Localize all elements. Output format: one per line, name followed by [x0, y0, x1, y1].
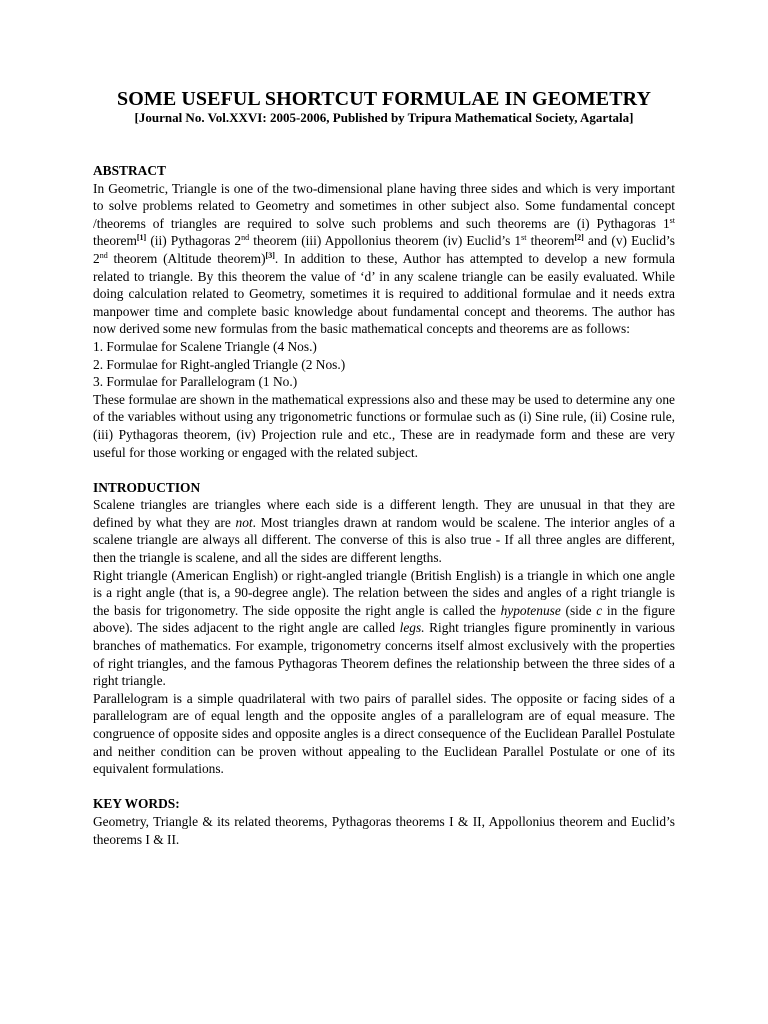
superscript: nd	[99, 250, 108, 260]
text-run: theorem (Altitude theorem)	[107, 250, 266, 266]
citation-superscript: [3]	[265, 250, 275, 260]
text-run: theorem	[93, 233, 137, 249]
list-item: 1. Formulae for Scalene Triangle (4 Nos.)	[93, 338, 317, 354]
text-run: Right triangles figure prominently in various branches of mathematics. For example, trigonometry concerns itself almost exclusively with the properties of right triangles, and the famous Pythagoras Theorem defines the relationship between the three sides of a right triangle.	[93, 620, 675, 689]
superscript: st	[669, 215, 675, 225]
text-run: (ii) Pythagoras 2	[146, 233, 242, 249]
text-run: Scalene triangles are triangles where each side is a different length. They are unusual in that they are defined by what they are	[93, 497, 675, 530]
introduction-paragraph-2	[93, 567, 675, 690]
citation-superscript: [2]	[574, 233, 584, 243]
keywords-section	[93, 795, 675, 848]
abstract-section	[93, 162, 675, 461]
document-body	[93, 162, 675, 848]
abstract-paragraph-2: These formulae are shown in the mathematical expressions also and these may be used to determine any one of the variables without using any trigonometric functions or formulae such as (i) Sine rule, (ii) Cosine rule, (iii) Pythagoras theorem, (iv) Projection rule and etc., These are in readymade form and these are very useful for those working or engaged with the related subject.	[93, 391, 675, 460]
emphasis: not	[235, 514, 253, 530]
keywords-text: Geometry, Triangle & its related theorems, Pythagoras theorems I & II, Appollonius theorem and Euclid’s theorems I & II.	[93, 813, 675, 847]
introduction-heading: INTRODUCTION	[93, 479, 201, 495]
abstract-heading: ABSTRACT	[93, 163, 166, 178]
text-run: . In addition to these, Author has attempted to develop a new formula related to triangle. By this theorem the value of ‘d’ in any scalene triangle can be easily evaluated. While doing calculation related to Geometry, sometimes it is required to additional formulae and it needs extra manpower time and complete basic knowledge about fundamental concept and theorems. The author has now derived some new formulas from the basic mathematical concepts and theorems are as follows:	[93, 250, 675, 337]
text-run: theorem	[526, 233, 575, 249]
text-run: and (v) Euclid’s 2	[93, 233, 675, 266]
formulae-list	[93, 338, 675, 391]
introduction-paragraph-1	[93, 496, 675, 566]
text-run: In Geometric, Triangle is one of the two-dimensional plane having three sides and which is very important to solve problems related to Geometry and sometimes in other subject also. Some fundamental concept /theorems of triangles are required to solve such problems and such theorems are (i) Pythagoras 1	[93, 180, 675, 231]
list-item: 3. Formulae for Parallelogram (1 No.)	[93, 374, 298, 390]
emphasis: legs.	[399, 620, 425, 636]
list-item: 2. Formulae for Right-angled Triangle (2 Nos.)	[93, 356, 346, 372]
emphasis: c	[596, 602, 603, 618]
superscript: st	[521, 233, 527, 243]
journal-reference: [Journal No. Vol.XXVI: 2005-2006, Published by Tripura Mathematical Society, Agartala]	[134, 110, 634, 125]
keywords-heading: KEY WORDS:	[93, 796, 180, 812]
text-run: . Most triangles drawn at random would be scalene. The interior angles of a scalene triangle are always all different. The converse of this is also true - If all three angles are different, then the triangle is scalene, and all the sides are different lengths.	[93, 514, 676, 566]
text-run: Right triangle (American English) or right-angled triangle (British English) is a triangle in which one angle is a right angle (that is, a 90-degree angle). The relation between the sides and angles of a right triangle is the basis for trigonometry. The side opposite the right angle is called the	[93, 567, 675, 618]
abstract-paragraph-1	[93, 180, 675, 338]
superscript: nd	[241, 233, 250, 243]
citation-superscript: [1]	[136, 233, 147, 243]
document-title: SOME USEFUL SHORTCUT FORMULAE IN GEOMETRY	[116, 88, 652, 110]
introduction-paragraph-3: Parallelogram is a simple quadrilateral with two pairs of parallel sides. The opposite or facing sides of a parallelogram are of equal length and the opposite angles of a parallelogram are of equal measure. The congruence of opposite sides and opposite angles is a direct consequence of the Euclidean Parallel Postulate and neither condition can be proven without appealing to the Euclidean Parallel Postulate or one of its equivalent formulations.	[93, 690, 675, 777]
emphasis: hypotenuse	[500, 602, 561, 618]
text-run: theorem (iii) Appollonius theorem (iv) Euclid’s 1	[249, 233, 522, 249]
text-run: (side	[560, 602, 597, 618]
text-run: in the figure above). The sides adjacent to the right angle are called	[93, 602, 676, 636]
introduction-section	[93, 479, 675, 778]
